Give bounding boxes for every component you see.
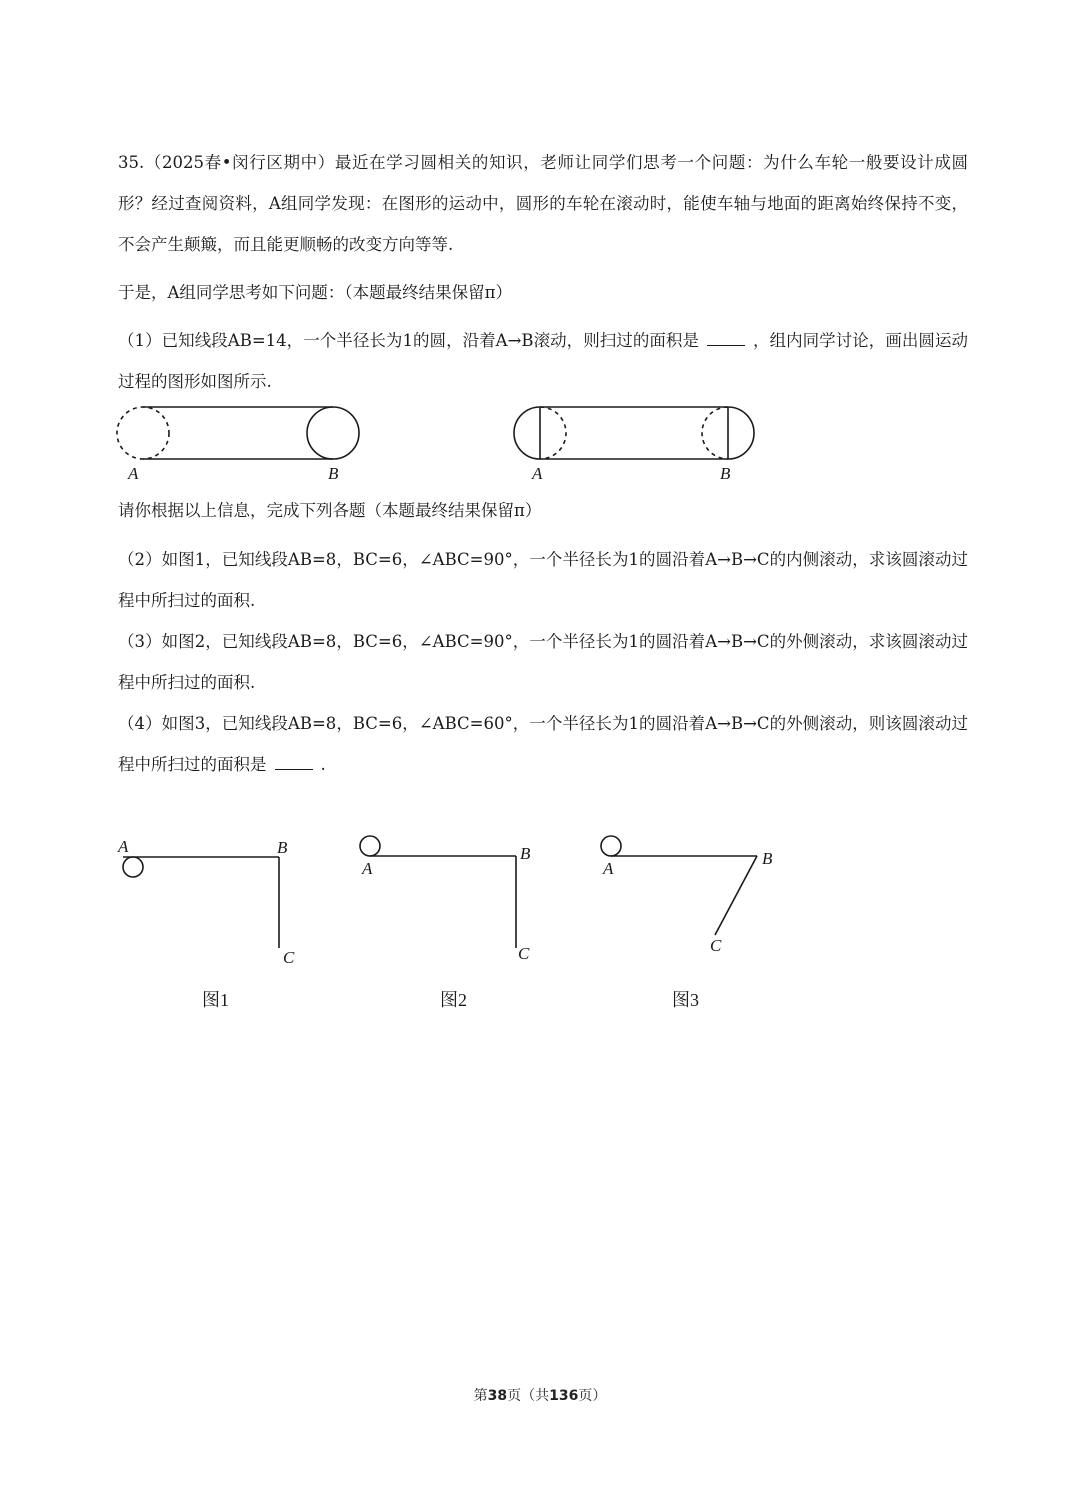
rolling-figure-right <box>514 407 754 459</box>
footer-prefix: 第 <box>473 1388 488 1404</box>
left-dashed-arc <box>540 407 566 459</box>
end-circle <box>307 407 359 459</box>
start-circle-dashed <box>117 407 169 459</box>
figure-3-circle <box>601 836 621 856</box>
figure-1-label-a: A <box>118 837 129 856</box>
figure-2 <box>360 836 516 948</box>
figure-1-label-b: B <box>277 838 288 857</box>
instruction: 请你根据以上信息，完成下列各题（本题最终结果保留π） <box>118 501 542 520</box>
right-dashed-arc <box>702 407 728 459</box>
question-4-tail: . <box>320 755 326 774</box>
figure-3-label-b: B <box>762 849 773 868</box>
question-2: （2）如图1，已知线段AB=8，BC=6，∠ABC=90°，一个半径长为1的圆沿着A→B→C的内侧滚动，求该圆滚动过程中所扫过的面积. <box>118 550 968 610</box>
figure-3-label-c: C <box>710 936 722 955</box>
footer-middle: 页（共 <box>507 1388 550 1404</box>
figure-2-label-b: B <box>520 844 531 863</box>
label-b-left: B <box>328 464 339 483</box>
footer-page-number: 38 <box>487 1388 508 1404</box>
figure-3-segment-bc <box>715 856 757 935</box>
label-b-right: B <box>720 464 731 483</box>
right-half-arc <box>728 407 754 459</box>
question-4-text: （4）如图3，已知线段AB=8，BC=6，∠ABC=60°，一个半径长为1的圆沿着A→B→C的外侧滚动，则该圆滚动过程中所扫过的面积是 <box>118 714 968 774</box>
question-3: （3）如图2，已知线段AB=8，BC=6，∠ABC=90°，一个半径长为1的圆沿着A→B→C的外侧滚动，求该圆滚动过程中所扫过的面积. <box>118 632 968 692</box>
question-1-text: （1）已知线段AB=14，一个半径长为1的圆，沿着A→B滚动，则扫过的面积是 <box>118 331 699 350</box>
figure-1-label-c: C <box>283 948 295 967</box>
problem-intro: 35.（2025春•闵行区期中）最近在学习圆相关的知识，老师让同学们思考一个问题：为什么车轮一般要设计成圆形？经过查阅资料，A组同学发现：在图形的运动中，圆形的车轮在滚动时，能使车轴与地面的距离始终保持不变，不会产生颠簸，而且能更顺畅的改变方向等等. <box>118 153 968 254</box>
figure-2-caption: 图2 <box>440 990 467 1010</box>
question-1-tail: ，组内同学讨论，画出圆运动过程的图形如图所示. <box>118 331 968 391</box>
label-a-left: A <box>128 464 139 483</box>
figure-2-circle <box>360 836 380 856</box>
page-footer <box>0 1385 1080 1405</box>
figure-3-label-a: A <box>603 859 614 878</box>
figure-3 <box>601 836 757 935</box>
rolling-figure-left <box>117 407 359 459</box>
figure-1-caption: 图1 <box>202 990 229 1010</box>
figure-2-label-a: A <box>362 859 373 878</box>
left-half-arc <box>514 407 540 459</box>
figure-1 <box>123 857 279 948</box>
figure-2-label-c: C <box>518 944 530 963</box>
footer-suffix: 页） <box>578 1388 607 1404</box>
footer-total-pages: 136 <box>549 1388 579 1404</box>
label-a-right: A <box>532 464 543 483</box>
figure-1-circle <box>123 857 143 877</box>
figure-3-caption: 图3 <box>672 990 699 1010</box>
problem-lead: 于是，A组同学思考如下问题：（本题最终结果保留π） <box>118 283 513 302</box>
